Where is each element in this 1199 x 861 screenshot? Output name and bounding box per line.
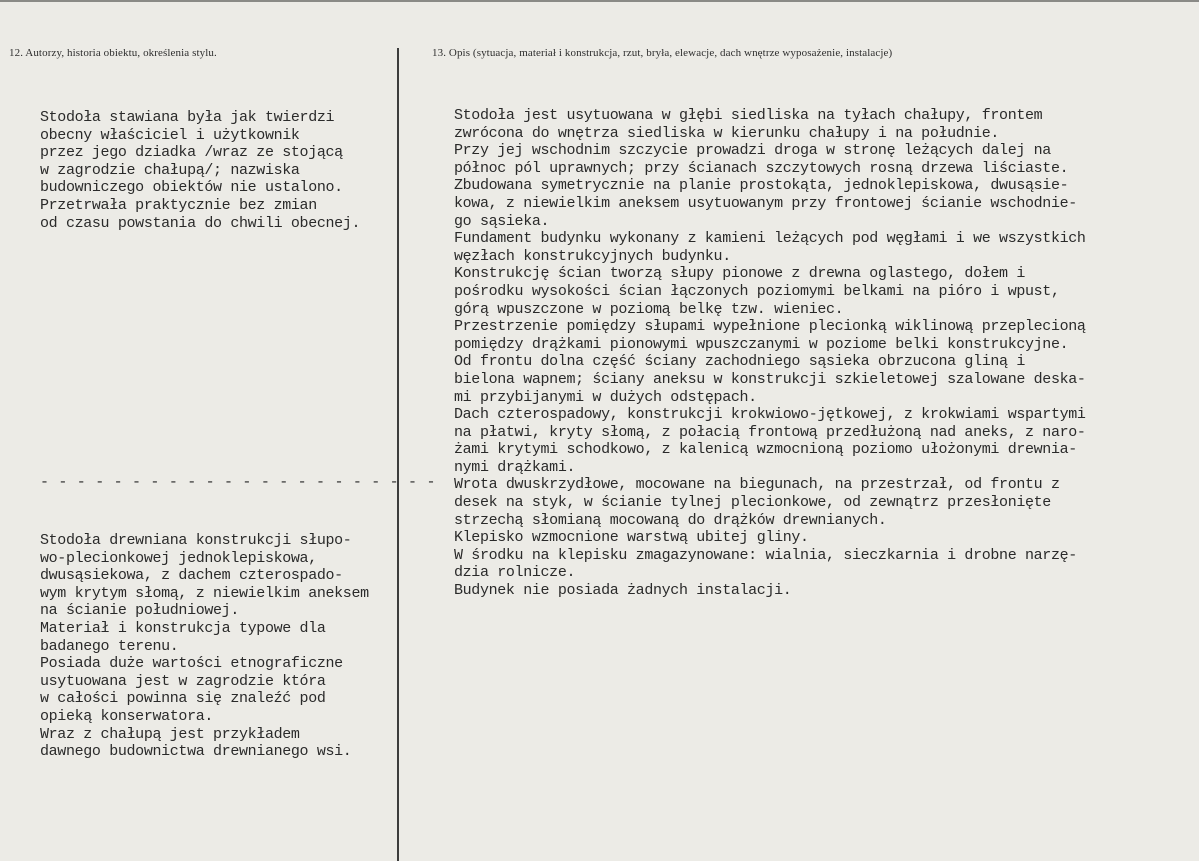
top-border-line	[0, 0, 1199, 2]
section-header-authors-history: 12. Autorzy, historia obiektu, określenia stylu.	[9, 47, 217, 59]
summary-text: Stodoła drewniana konstrukcji słupo- wo-plecionkowej jednoklepiskowa, dwusąsiekowa, z dachem czterospado- wym krytym słomą, z niewielkim aneksem na ścianie południowej. Materiał i konstrukcja typowe dla badanego terenu. Posiada duże wartości etnograficzne usytuowana jest w zagrodzie która w całości powinna się znaleźć pod opieką konserwatora. Wraz z chałupą jest przykładem dawnego budownictwa drewnianego wsi.	[40, 532, 369, 761]
section-header-description: 13. Opis (sytuacja, materiał i konstrukcja, rzut, bryła, elewacje, dach wnętrze wyposażenie, instalacje)	[432, 47, 893, 59]
column-divider	[397, 48, 399, 861]
history-text: Stodoła stawiana była jak twierdzi obecny właściciel i użytkownik przez jego dziadka /wraz ze stojącą w zagrodzie chałupą/; nazwiska budowniczego obiektów nie ustalono. Przetrwała praktycznie bez zmian od czasu powstania do chwili obecnej.	[40, 109, 361, 232]
dashed-separator: - - - - - - - - - - - - - - - - - - - - - -	[40, 474, 436, 491]
description-text: Stodoła jest usytuowana w głębi siedliska na tyłach chałupy, frontem zwrócona do wnętrza siedliska w kierunku chałupy i na południe. Przy jej wschodnim szczycie prowadzi droga w stronę leżących dalej na północ pól uprawnych; przy ścianach szczytowych rosną drzewa liściaste. Zbudowana symetrycznie na planie prostokąta, jednoklepiskowa, dwusąsie- kowa, z niewielkim aneksem usytuowanym przy frontowej ścianie wschodnie- go sąsieka. Fundament budynku wykonany z kamieni leżących pod węgłami i we wszystkich węzłach konstrukcyjnych budynku. Konstrukcję ścian tworzą słupy pionowe z drewna oglastego, dołem i pośrodku wysokości ścian łączonych poziomymi belkami na pióro i wpust, górą wpuszczone w poziomą belkę tzw. wieniec. Przestrzenie pomiędzy słupami wypełnione plecionką wiklinową przeplecioną pomiędzy drążkami pionowymi wpuszczanymi w poziome belki konstrukcyjne. Od frontu dolna część ściany zachodniego sąsieka obrzucona gliną i bielona wapnem; ściany aneksu w konstrukcji szkieletowej szalowane deska- mi przybijanymi w dużych odstępach. Dach czterospadowy, konstrukcji krokwiowo-jętkowej, z krokwiami wspartymi na płatwi, kryty słomą, z połacią frontową przedłużoną nad aneks, z naro- żami krytymi schodkowo, z kalenicą wzmocnioną poziomo ułożonymi drewnia- nymi drążkami. Wrota dwuskrzydłowe, mocowane na biegunach, na przestrzał, od frontu z desek na styk, w ścianie tylnej plecionkowe, od zewnątrz przesłonięte strzechą słomianą mocowaną do drążków drewnianych. Klepisko wzmocnione warstwą ubitej gliny. W środku na klepisku zmagazynowane: wialnia, sieczkarnia i drobne narzę- dzia rolnicze. Budynek nie posiada żadnych instalacji.	[454, 107, 1086, 600]
